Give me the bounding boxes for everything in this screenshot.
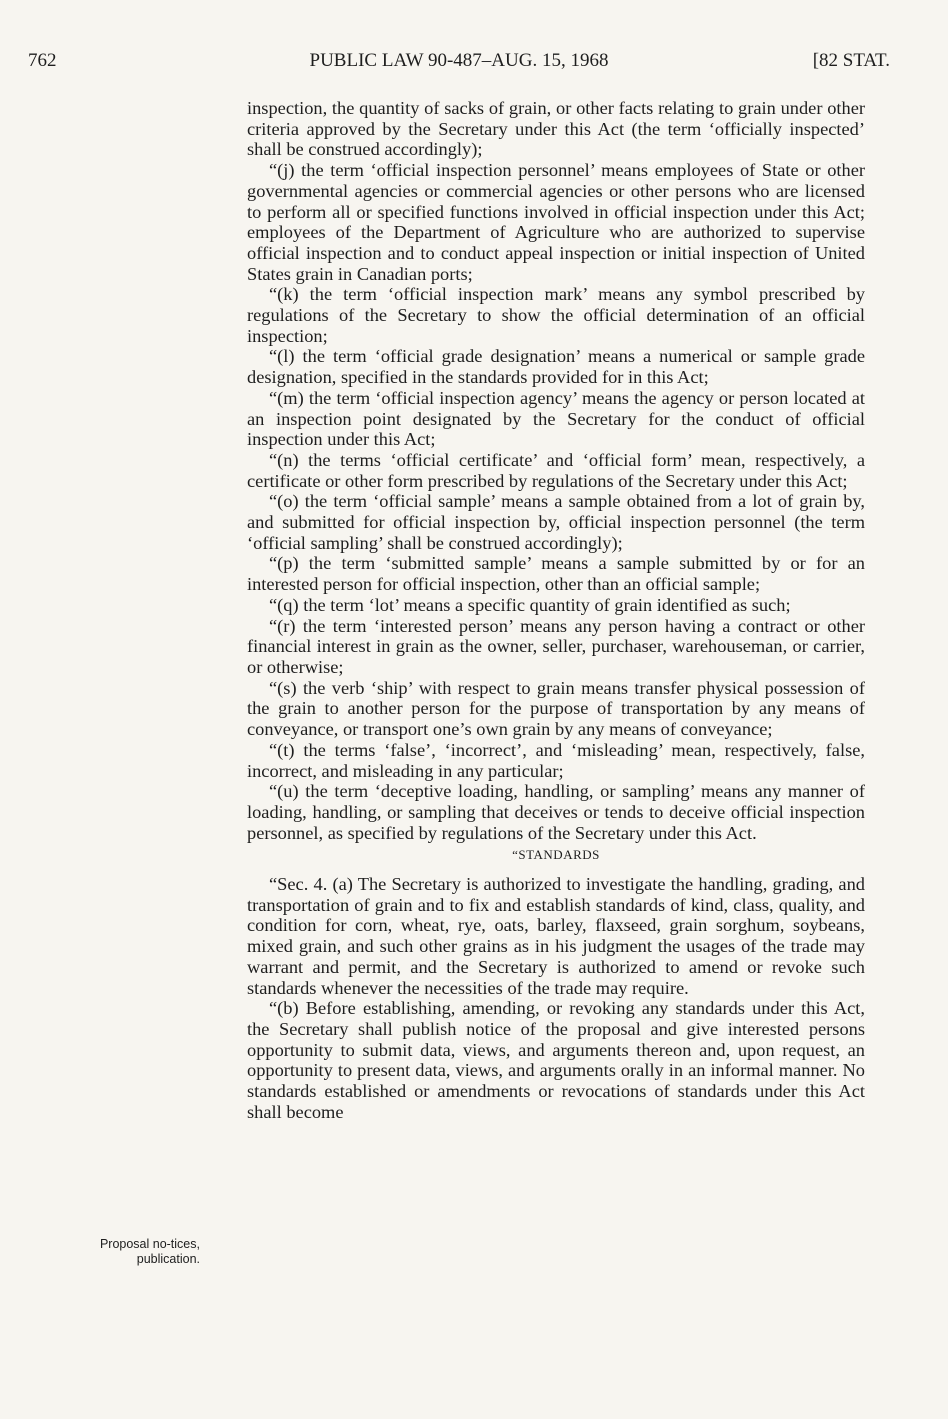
paragraph-r: “(r) the term ‘interested person’ means any person having a contract or other financial interest in grain as the owner, seller, purchaser, warehouseman, or carrier, or otherwise; — [247, 615, 865, 677]
statute-reference: [82 STAT. — [812, 50, 890, 71]
page-header — [28, 50, 890, 90]
paragraph-t: “(t) the terms ‘false’, ‘incorrect’, and ‘misleading’ mean, respectively, false, incorrect, and misleading in any particular; — [247, 739, 865, 781]
paragraph-s: “(s) the verb ‘ship’ with respect to grain means transfer physical possession of the grain to another person for the purpose of transportation by any means of conveyance, or transport one’s own grain by any means of conveyance; — [247, 677, 865, 740]
paragraph-q: “(q) the term ‘lot’ means a specific quantity of grain identified as such; — [269, 594, 791, 615]
paragraph-p: “(p) the term ‘submitted sample’ means a sample submitted by or for an interested person for official inspection, other than an official sample; — [247, 553, 865, 595]
paragraph-l: “(l) the term ‘official grade designation’ means a numerical or sample grade designation, specified in the standards provided for in this Act; — [247, 346, 865, 388]
paragraph-u: “(u) the term ‘deceptive loading, handling, or sampling’ means any manner of loading, handling, or sampling that deceives or tends to deceive official inspection personnel, as specified by regulations of the Secretary under this Act. — [247, 781, 865, 843]
section-4b: “(b) Before establishing, amending, or revoking any standards under this Act, the Secretary shall publish notice of the proposal and give interested persons opportunity to submit data, views, and arguments thereon and, upon request, an opportunity to present data, views, and arguments orally in an informal manner. No standards established or amendments or revocations of standards under this Act shall become — [247, 998, 865, 1122]
section-4a: “Sec. 4. (a) The Secretary is authorized to investigate the handling, grading, and transportation of grain and to fix and establish standards of kind, class, quality, and condition for corn, wheat, rye, oats, barley, flaxseed, grain sorghum, soybeans, mixed grain, and such other grains as in his judgment the usages of the trade may warrant and permit, and the Secretary is authorized to amend or revoke such standards whenever the necessities of the trade may require. — [247, 874, 865, 998]
paragraph-k: “(k) the term ‘official inspection mark’ means any symbol prescribed by regulations of the Secretary to show the official determination of an official inspection; — [247, 284, 865, 346]
page-number: 762 — [28, 50, 57, 71]
body-text — [247, 98, 865, 1122]
paragraph-i-continued: inspection, the quantity of sacks of grain, or other facts relating to grain under other criteria approved by the Secretary under this Act (the term ‘officially inspected’ shall be construed accordingly); — [247, 98, 865, 160]
paragraph-j: “(j) the term ‘official inspection personnel’ means employees of State or other governmental agencies or commercial agencies or other persons who are licensed to perform all or specified functions involved in official inspection under this Act; employees of the Department of Agriculture who are authorized to supervise official inspection and to conduct appeal inspection or initial inspection of United States grain in Canadian ports; — [247, 160, 865, 284]
section-heading-standards: “STANDARDS — [512, 847, 600, 863]
paragraph-m: “(m) the term ‘official inspection agency’ means the agency or person located at an inspection point designated by the Secretary for the conduct of official inspection under this Act; — [247, 387, 865, 450]
paragraph-o: “(o) the term ‘official sample’ means a sample obtained from a lot of grain by, and submitted for official inspection by, official inspection personnel (the term ‘official sampling’ shall be construed accordingly); — [247, 491, 865, 553]
margin-note-proposal: Proposal no-tices, publication. — [99, 1237, 200, 1266]
paragraph-n: “(n) the terms ‘official certificate’ and ‘official form’ mean, respectively, a certificate or other form prescribed by regulations of the Secretary under this Act; — [247, 449, 865, 491]
running-title: PUBLIC LAW 90-487–AUG. 15, 1968 — [309, 50, 609, 71]
